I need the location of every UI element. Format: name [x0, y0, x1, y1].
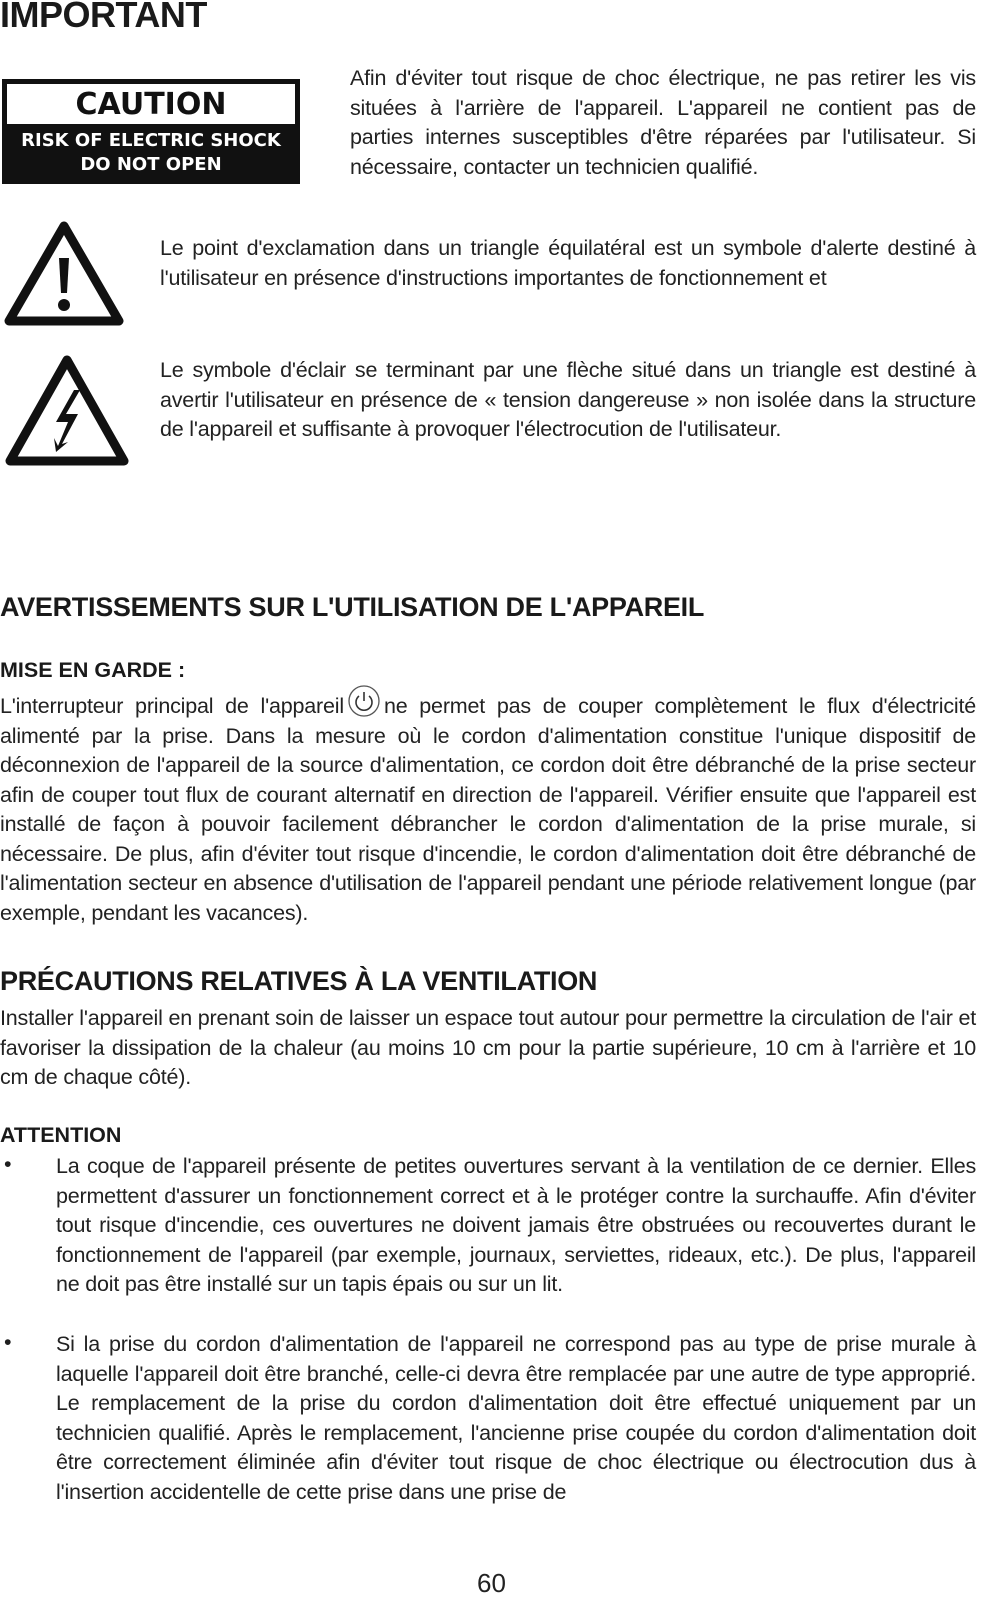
- exclamation-symbol-paragraph: Le point d'exclamation dans un triangle équilatéral est un symbole d'alerte destiné à l'utilisateur en présence d'instructions importantes de fonctionnement et: [160, 236, 976, 290]
- caution-label: [2, 79, 300, 184]
- caution-heading: CAUTION: [7, 84, 295, 124]
- ventilation-heading: PRÉCAUTIONS RELATIVES À LA VENTILATION: [0, 966, 598, 996]
- bullet-marker-2: •: [4, 1330, 12, 1354]
- caution-line-1: RISK OF ELECTRIC SHOCK: [21, 130, 281, 151]
- page-title: IMPORTANT: [0, 0, 207, 35]
- warnings-paragraph: [0, 685, 976, 928]
- warnings-heading: AVERTISSEMENTS SUR L'UTILISATION DE L'APPAREIL: [0, 592, 705, 622]
- warnings-subheading: MISE EN GARDE :: [0, 658, 186, 682]
- power-button-icon: [348, 685, 380, 717]
- warnings-text-start: L'interrupteur principal de l'appareil: [0, 694, 344, 718]
- caution-warning-text: [4, 129, 298, 182]
- caution-line-2: DO NOT OPEN: [80, 154, 222, 175]
- bullet-marker-1: •: [4, 1152, 12, 1176]
- lightning-symbol-paragraph: Le symbole d'éclair se terminant par une flèche situé dans un triangle est destiné à avertir l'utilisateur en présence de « tension dangereuse » non isolée dans la structure de l'appareil et suffisante à provoquer l'électrocution de l'utilisateur.: [160, 358, 976, 441]
- exclamation-triangle-icon: [2, 218, 126, 329]
- attention-heading: ATTENTION: [0, 1123, 122, 1147]
- page-number: 60: [477, 1568, 506, 1598]
- attention-bullet-1: La coque de l'appareil présente de petites ouvertures servant à la ventilation de ce dernier. Elles permettent d'assurer un fonctionnement correct et à le protéger contre la surchauffe. Afin d'éviter tout risque d'incendie, ces ouvertures ne doivent jamais être obstruées ou recouvertes durant le fonctionnement de l'appareil (par exemple, journaux, serviettes, rideaux, etc.). De plus, l'appareil ne doit pas être installé sur un tapis épais ou sur un lit.: [56, 1154, 976, 1296]
- lightning-triangle-icon: [2, 352, 132, 469]
- intro-paragraph: Afin d'éviter tout risque de choc électrique, ne pas retirer les vis situées à l'arrière de l'appareil. L'appareil ne contient pas de parties internes susceptibles d'être réparées par l'utilisateur. Si nécessaire, contacter un technicien qualifié.: [350, 66, 976, 179]
- attention-bullet-2: Si la prise du cordon d'alimentation de l'appareil ne correspond pas au type de prise murale à laquelle l'appareil doit être branché, celle-ci devra être remplacée par une autre de type approprié. Le remplacement de la prise du cordon d'alimentation doit être effectué uniquement par un technicien qualifié. Après le remplacement, l'ancienne prise coupée du cordon d'alimentation doit être correctement éliminée afin d'éviter tout risque de choc électrique ou électrocution dus à l'insertion accidentelle de cette prise dans une prise de: [56, 1332, 976, 1504]
- warnings-text-end: ne permet pas de couper complètement le flux d'électricité alimenté par la prise. Dans la mesure où le cordon d'alimentation constitue l'unique dispositif de déconnexion de l'appareil de la source d'alimentation, ce cordon doit être débranché de la prise secteur afin de couper tout flux de courant alternatif en direction de l'appareil. Vérifier ensuite que l'appareil est installé de façon à pouvoir facilement débrancher le cordon d'alimentation de la prise murale, si nécessaire. De plus, afin d'éviter tout risque d'incendie, le cordon d'alimentation doit être débranché de l'alimentation secteur en absence d'utilisation de l'appareil pendant une période relativement longue (par exemple, pendant les vacances).: [0, 694, 976, 925]
- ventilation-paragraph: Installer l'appareil en prenant soin de laisser un espace tout autour pour permettre la circulation de l'air et favoriser la dissipation de la chaleur (au moins 10 cm pour la partie supérieure, 10 cm à l'arrière et 10 cm de chaque côté).: [0, 1006, 976, 1089]
